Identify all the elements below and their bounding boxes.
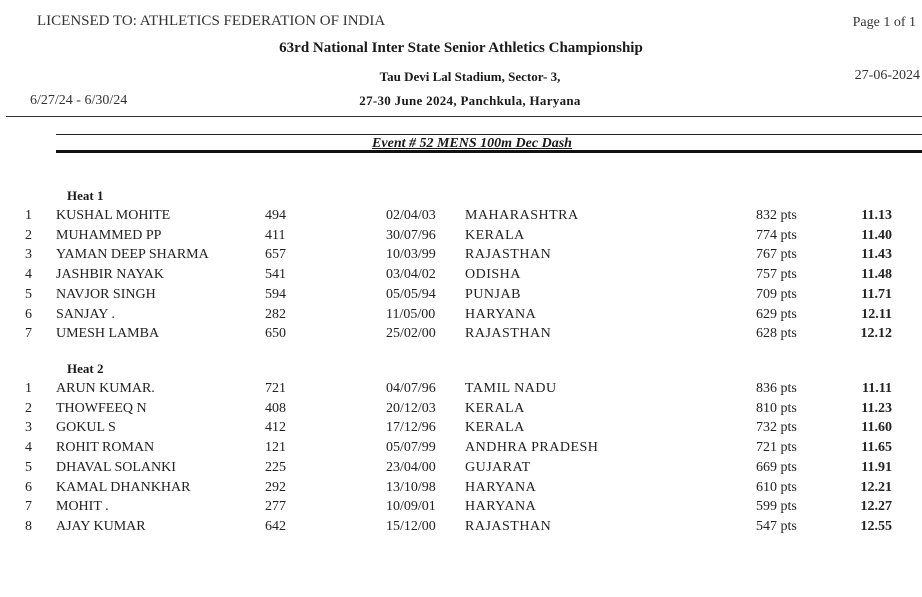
result-time: 11.40 (861, 227, 892, 243)
result-dob: 25/02/00 (386, 326, 436, 342)
result-points: 599 pts (756, 499, 797, 515)
result-time: 11.60 (861, 420, 892, 436)
result-row (0, 420, 922, 439)
result-bib: 657 (265, 247, 286, 263)
result-name: GOKUL S (56, 420, 116, 436)
date-range: 6/27/24 - 6/30/24 (30, 93, 128, 108)
result-points: 836 pts (756, 381, 797, 396)
result-place: 4 (25, 440, 32, 456)
result-bib: 642 (265, 518, 286, 534)
result-name: SANJAY . (56, 306, 115, 322)
result-place: 7 (25, 326, 32, 342)
result-bib: 282 (265, 306, 286, 322)
result-points: 547 pts (756, 518, 797, 534)
result-state: RAJASTHAN (465, 247, 552, 263)
result-dob: 11/05/00 (386, 306, 436, 322)
result-time: 11.43 (861, 247, 892, 263)
result-bib: 721 (265, 381, 286, 396)
result-dob: 15/12/00 (386, 518, 436, 534)
result-row (0, 307, 922, 326)
result-state: RAJASTHAN (465, 326, 552, 342)
result-bib: 594 (265, 286, 286, 302)
result-row (0, 499, 922, 518)
result-time: 12.11 (861, 306, 892, 322)
result-place: 7 (25, 499, 32, 515)
result-name: MUHAMMED PP (56, 227, 162, 243)
result-time: 11.11 (862, 381, 892, 396)
result-time: 11.65 (861, 440, 892, 456)
header-divider (6, 116, 922, 117)
result-place: 6 (25, 306, 32, 322)
result-points: 669 pts (756, 459, 797, 475)
result-state: ANDHRA PRADESH (465, 440, 599, 456)
result-row (0, 267, 922, 286)
result-place: 2 (25, 227, 32, 243)
result-bib: 650 (265, 326, 286, 342)
result-bib: 292 (265, 479, 286, 495)
event-rule-bottom (56, 150, 922, 153)
result-time: 12.27 (860, 499, 892, 515)
result-state: KERALA (465, 227, 525, 243)
result-row (0, 208, 922, 227)
result-dob: 10/09/01 (386, 499, 436, 515)
license-text: LICENSED TO: ATHLETICS FEDERATION OF INDIA (37, 13, 386, 29)
result-place: 1 (25, 381, 32, 396)
result-name: THOWFEEQ N (56, 400, 147, 416)
result-bib: 412 (265, 420, 286, 436)
result-name: KAMAL DHANKHAR (56, 479, 191, 495)
result-bib: 408 (265, 400, 286, 416)
result-place: 5 (25, 286, 32, 302)
result-time: 12.12 (860, 326, 892, 342)
result-place: 6 (25, 479, 32, 495)
result-dob: 30/07/96 (386, 227, 436, 243)
result-state: PUNJAB (465, 286, 521, 302)
result-state: ODISHA (465, 267, 521, 283)
event-title: Event # 52 MENS 100m Dec Dash (372, 136, 572, 151)
result-name: JASHBIR NAYAK (56, 267, 165, 283)
result-state: RAJASTHAN (465, 518, 552, 534)
result-dob: 05/05/94 (386, 286, 436, 302)
result-name: AJAY KUMAR (56, 518, 146, 534)
result-points: 629 pts (756, 306, 797, 322)
result-row (0, 228, 922, 247)
result-points: 767 pts (756, 247, 797, 263)
result-place: 5 (25, 459, 32, 475)
result-time: 11.23 (861, 400, 892, 416)
result-name: ARUN KUMAR. (56, 381, 155, 396)
result-dob: 10/03/99 (386, 247, 436, 263)
result-place: 8 (25, 518, 32, 534)
result-points: 810 pts (756, 400, 797, 416)
result-place: 1 (25, 208, 32, 223)
result-bib: 277 (265, 499, 286, 515)
result-state: HARYANA (465, 306, 537, 322)
result-name: ROHIT ROMAN (56, 440, 155, 456)
heat-label: Heat 1 (67, 188, 104, 203)
result-bib: 121 (265, 440, 286, 456)
result-place: 4 (25, 267, 32, 283)
result-bib: 411 (265, 227, 286, 243)
event-rule-top (56, 134, 922, 135)
printed-date: 27-06-2024 (854, 68, 920, 83)
result-time: 12.21 (860, 479, 892, 495)
result-bib: 494 (265, 208, 286, 223)
championship-title: 63rd National Inter State Senior Athletics Championship (279, 40, 643, 56)
result-place: 3 (25, 247, 32, 263)
result-row (0, 287, 922, 306)
result-state: TAMIL NADU (465, 381, 557, 396)
page-number: Page 1 of 1 (852, 15, 916, 30)
result-dob: 05/07/99 (386, 440, 436, 456)
result-time: 11.71 (861, 286, 892, 302)
result-name: UMESH LAMBA (56, 326, 160, 342)
result-state: KERALA (465, 420, 525, 436)
result-state: KERALA (465, 400, 525, 416)
event-dates-location: 27-30 June 2024, Panchkula, Haryana (359, 93, 581, 108)
result-dob: 20/12/03 (386, 400, 436, 416)
result-dob: 23/04/00 (386, 459, 436, 475)
result-row (0, 460, 922, 479)
result-row (0, 519, 922, 538)
result-name: KUSHAL MOHITE (56, 208, 171, 223)
result-bib: 225 (265, 459, 286, 475)
result-row (0, 247, 922, 266)
heat-label: Heat 2 (67, 361, 104, 376)
result-dob: 13/10/98 (386, 479, 436, 495)
result-dob: 02/04/03 (386, 208, 436, 223)
result-row (0, 326, 922, 345)
result-row (0, 401, 922, 420)
result-points: 610 pts (756, 479, 797, 495)
result-name: YAMAN DEEP SHARMA (56, 247, 209, 263)
result-points: 832 pts (756, 208, 797, 223)
result-points: 709 pts (756, 286, 797, 302)
result-points: 757 pts (756, 267, 797, 283)
result-state: GUJARAT (465, 459, 531, 475)
venue: Tau Devi Lal Stadium, Sector- 3, (379, 69, 561, 84)
result-time: 11.91 (861, 459, 892, 475)
result-points: 628 pts (756, 326, 797, 342)
result-points: 774 pts (756, 227, 797, 243)
result-time: 11.13 (861, 208, 892, 223)
result-dob: 17/12/96 (386, 420, 436, 436)
result-name: MOHIT . (56, 499, 109, 515)
result-name: DHAVAL SOLANKI (56, 459, 176, 475)
result-state: HARYANA (465, 479, 537, 495)
result-row (0, 381, 922, 400)
result-place: 2 (25, 400, 32, 416)
result-time: 12.55 (860, 518, 892, 534)
result-points: 732 pts (756, 420, 797, 436)
result-row (0, 480, 922, 499)
result-place: 3 (25, 420, 32, 436)
result-dob: 03/04/02 (386, 267, 436, 283)
result-name: NAVJOR SINGH (56, 286, 156, 302)
result-row (0, 440, 922, 459)
result-dob: 04/07/96 (386, 381, 436, 396)
result-state: MAHARASHTRA (465, 208, 579, 223)
result-time: 11.48 (861, 267, 892, 283)
result-state: HARYANA (465, 499, 537, 515)
result-bib: 541 (265, 267, 286, 283)
result-points: 721 pts (756, 440, 797, 456)
